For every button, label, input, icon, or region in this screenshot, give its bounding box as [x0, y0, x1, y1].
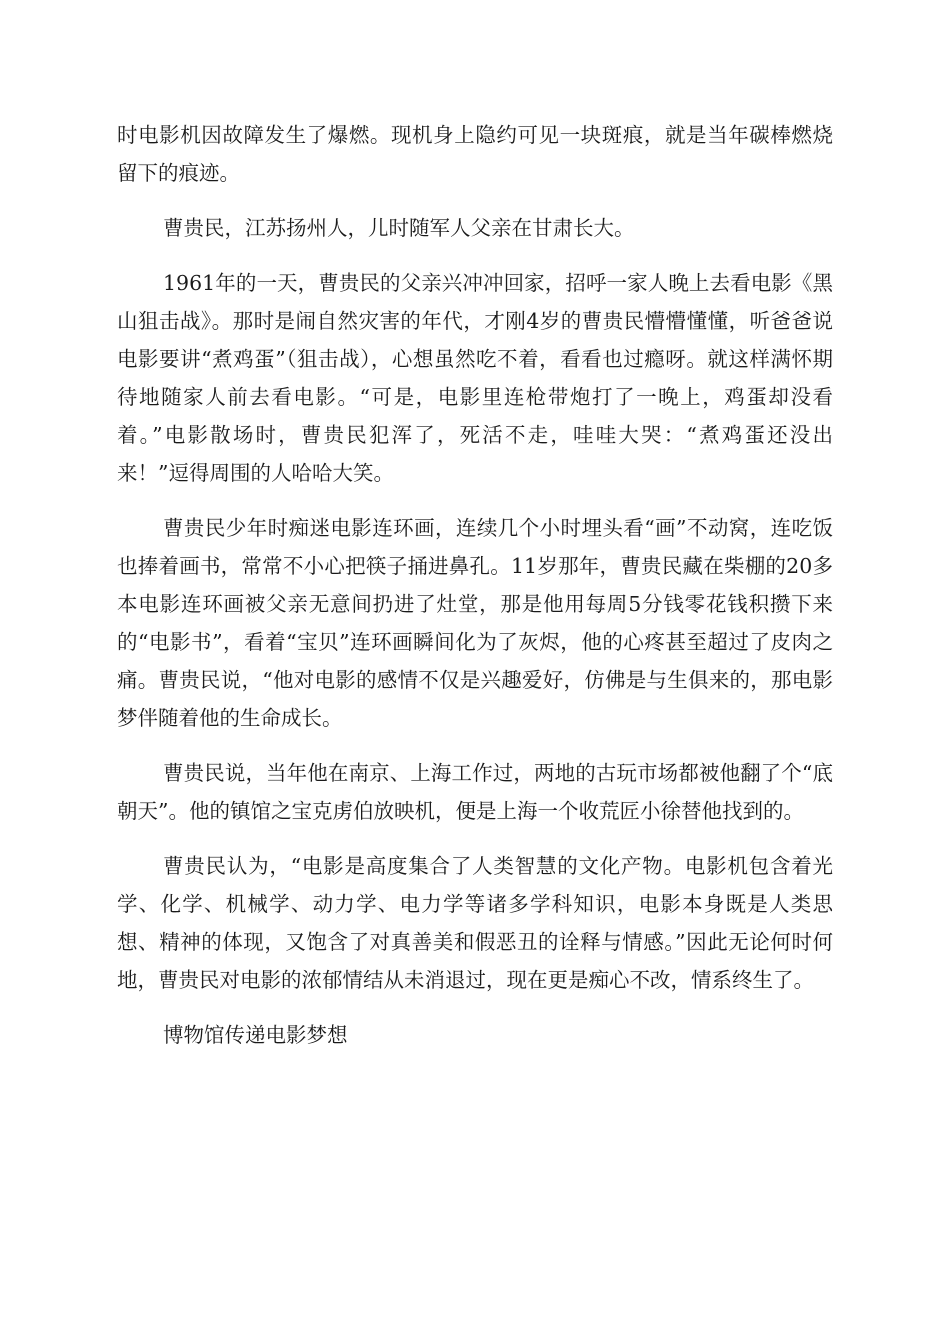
- paragraph-continuation: 时电影机因故障发生了爆燃。现机身上隐约可见一块斑痕，就是当年碳棒燃烧留下的痕迹。: [117, 123, 833, 185]
- paragraph-comic-books: 曹贵民少年时痴迷电影连环画，连续几个小时埋头看“画”不动窝，连吃饭也捧着画书，常常不小心把筷子捅进鼻孔。11岁那年，曹贵民藏在柴棚的20多本电影连环画被父亲无意间扔进了灶堂，那是他用每周5分钱零花钱积攒下来的“电影书”，看着“宝贝”连环画瞬间化为了灰烬，他的心疼甚至超过了皮肉之痛。曹贵民说，“他对电影的感情不仅是兴趣爱好，仿佛是与生俱来的，那电影梦伴随着他的生命成长。: [117, 516, 833, 730]
- paragraph-collecting: 曹贵民说，当年他在南京、上海工作过，两地的古玩市场都被他翻了个“底朝天”。他的镇馆之宝克虏伯放映机，便是上海一个收荒匠小徐替他找到的。: [117, 761, 833, 823]
- paragraph-film-views: 曹贵民认为，“电影是高度集合了人类智慧的文化产物。电影机包含着光学、化学、机械学、动力学、电力学等诸多学科知识，电影本身既是人类思想、精神的体现，又饱含了对真善美和假恶丑的诠释与情感。”因此无论何时何地，曹贵民对电影的浓郁情结从未消退过，现在更是痴心不改，情系终生了。: [117, 854, 833, 992]
- section-heading: 博物馆传递电影梦想: [163, 1023, 348, 1047]
- paragraph-childhood-movie: 1961年的一天，曹贵民的父亲兴冲冲回家，招呼一家人晚上去看电影《黑山狙击战》。那时是闹自然灾害的年代，才刚4岁的曹贵民懵懵懂懂，听爸爸说电影要讲“煮鸡蛋”（狙击战），心想虽然吃不着，看看也过瘾呀。就这样满怀期待地随家人前去看电影。“可是，电影里连枪带炮打了一晚上，鸡蛋却没看着。”电影散场时，曹贵民犯浑了，死活不走，哇哇大哭：“煮鸡蛋还没出来！”逗得周围的人哈哈大笑。: [117, 271, 833, 485]
- article-body: [117, 116, 833, 1054]
- paragraph-origin: 曹贵民，江苏扬州人，儿时随军人父亲在甘肃长大。: [163, 216, 635, 240]
